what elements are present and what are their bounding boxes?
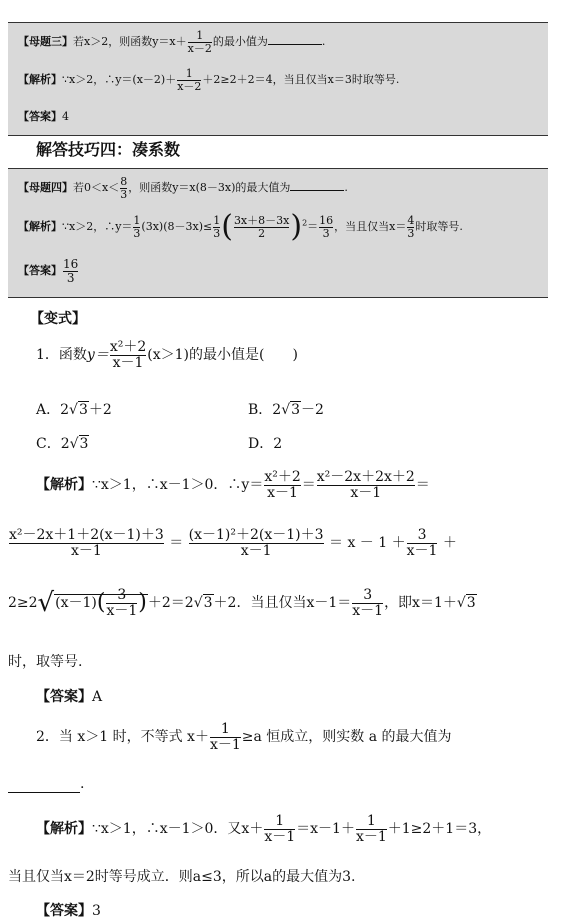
fraction: $\frac{\text{x²＋2}}{x-1}$: [264, 469, 301, 501]
answer-value: A: [92, 689, 103, 705]
answer-value: 3: [92, 903, 101, 919]
answer-tag: 【答案】: [18, 110, 62, 123]
answer-value: 4: [62, 110, 69, 123]
question-4: 【母题四】若0＜x＜ $\frac{8}{3}$ ，则函数y＝x(8－3x)的最大值为 .: [18, 175, 348, 201]
fraction: $\frac{\text{x²－2x＋1＋2(x－1)＋3}}{x-1}$: [9, 527, 164, 559]
answer-v2: [36, 900, 101, 920]
answer-blank: [8, 776, 80, 793]
fraction: $\frac{1}{3}$: [133, 213, 141, 240]
fraction: $\frac{1}{x-1}$: [355, 813, 387, 845]
answer-v1: [36, 686, 102, 706]
analysis-v2-line1: 【解析】∵x＞1，∴x－1＞0．又x＋ $\frac{1}{x-1}$ ＝x－1＋ $\frac{1}{x-1}$ ＋1≥2＋1＝3，: [36, 813, 492, 845]
fraction: $\frac{3}{x-1}$: [352, 587, 384, 619]
fraction: $\frac{4}{3}$: [407, 213, 415, 240]
analysis-tag: 【解析】: [36, 821, 92, 838]
variant-title: 【变式】: [30, 311, 86, 327]
fraction: $\frac{1}{x-1}$: [209, 721, 241, 753]
fraction: $\frac{\text{x²＋2}}{x-1}$: [109, 339, 147, 371]
answer-fraction: $\frac{16}{3}$: [63, 257, 79, 285]
question-3: 【母题三】若x＞2，则函数y＝x＋ $\frac{1}{x-2}$ 的最小值为 .: [18, 29, 326, 55]
fraction: $\frac{\text{(x－1)²＋2(x－1)＋3}}{x-1}$: [188, 527, 324, 559]
analysis-3: 【解析】∵x＞2，∴y＝(x－2)＋ $\frac{1}{x-2}$ ＋2≥2＋2＝4，当且仅当x＝3时取等号.: [18, 67, 400, 93]
section-heading: 解答技巧四：凑系数: [36, 140, 181, 159]
question-2-blank-line: .: [8, 776, 84, 793]
answer-tag: 【答案】: [36, 903, 92, 919]
fraction: $\frac{1}{x-2}$: [187, 29, 212, 55]
fraction: $\frac{1}{x-2}$: [177, 67, 202, 93]
analysis-tag: 【解析】: [18, 73, 62, 87]
answer-3: [18, 108, 69, 124]
fraction: $\frac{3}{x-1}$: [406, 527, 438, 559]
fraction: $\frac{3x+8-3x}{2}$: [233, 213, 290, 240]
fraction: $\frac{8}{3}$: [120, 175, 128, 201]
question-tag: 【母题四】: [18, 181, 73, 195]
question-text: 的最小值为: [212, 35, 268, 49]
analysis-v2-line2: 当且仅当x＝2时等号成立．则a≤3，所以a的最大值为3.: [8, 869, 356, 885]
analysis-4: 【解析】∵x＞2，∴y＝ $\frac{1}{3}$ (3x)(8－3x)≤ $\frac{1}{3}$ ( $\frac{3x+8-3x}{2}$ )$^2$＝ $\frac{16}{3}$ ，当且仅当x＝ $\frac{4}{3}$ 时取等号.: [18, 209, 463, 244]
fraction: $\frac{16}{3}$: [319, 213, 334, 240]
option-d: D．2: [248, 436, 283, 452]
answer-blank: [268, 44, 322, 45]
analysis-v1-line3: 2≥2√(x－1)( $\frac{3}{x-1}$ )＋2＝2√3＋2．当且仅当x－1＝ $\frac{3}{x-1}$ ，即x＝1＋√3: [8, 587, 476, 619]
analysis-tag: 【解析】: [18, 220, 62, 233]
answer-blank: [290, 190, 344, 191]
fraction: $\frac{1}{x-1}$: [264, 813, 296, 845]
analysis-tag: 【解析】: [36, 477, 92, 494]
question-text: 若x＞2，则函数y＝x＋: [73, 35, 187, 49]
analysis-v1-line2: $\frac{\text{x²－2x＋1＋2(x－1)＋3}}{x-1}$ ＝ $\frac{\text{(x－1)²＋2(x－1)＋3}}{x-1}$ ＝ x － 1 ＋ $\frac{3}{x-1}$ ＋: [9, 527, 457, 559]
variant-question-1: 1．函数y＝ $\frac{\text{x²＋2}}{x-1}$ (x＞1)的最小值是( ): [36, 339, 298, 371]
analysis-v1-line4: 时，取等号.: [8, 654, 83, 670]
answer-tag: 【答案】: [18, 264, 62, 278]
fraction: $\frac{1}{3}$: [213, 213, 221, 240]
option-b: B．2√3－2: [248, 402, 324, 418]
analysis-v1-line1: 【解析】∵x＞1，∴x－1＞0．∴y＝ $\frac{\text{x²＋2}}{x-1}$ ＝ $\frac{\text{x²－2x＋2x＋2}}{x-1}$ ＝: [36, 469, 430, 501]
answer-tag: 【答案】: [36, 689, 92, 705]
question-tag: 【母题三】: [18, 35, 73, 49]
variant-question-2: 2．当 x＞1 时，不等式 x＋ $\frac{1}{x-1}$ ≥a 恒成立，则实数 a 的最大值为: [36, 721, 452, 753]
option-a: A．2√3＋2: [36, 402, 112, 418]
fraction: $\frac{3}{x-1}$: [106, 587, 138, 619]
fraction: $\frac{\text{x²－2x＋2x＋2}}{x-1}$: [316, 469, 415, 501]
answer-4: [18, 258, 79, 284]
option-c: C．2√3: [36, 436, 89, 452]
